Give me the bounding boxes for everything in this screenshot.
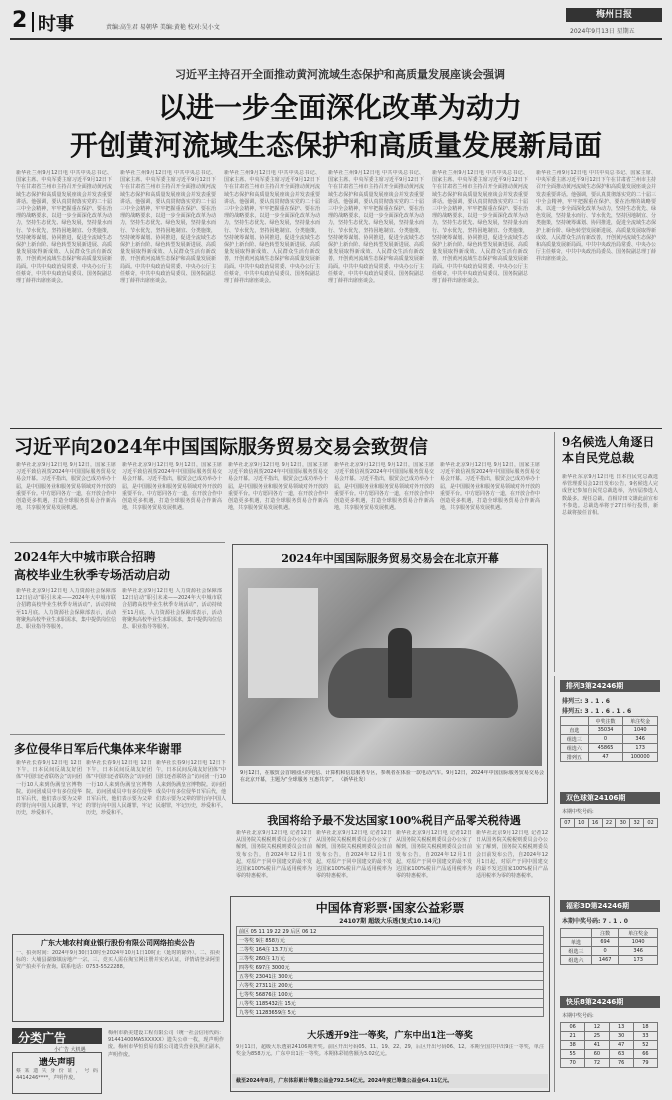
story6-headline: 我国将给予最不发达国家100%税目产品零关税待遇 [267,814,521,827]
p3-title: 排列3第24246期 [566,682,624,690]
p3-cell: 中奖注数 [588,717,623,726]
booth-panel [248,588,318,698]
editors-line: 责编:高生君 易朝华 美编:黄艳 校对:吴小文 [106,24,220,31]
classified-right: 梅州市新美建设工程有限公司（统一社会信用代码：91441400MA5XXXXX）遗失公章一枚，现声明作废。梅州市华恒贸易有限公司遗失营业执照正副本，声明作废。 [108,1030,224,1058]
expo-photo [238,568,542,766]
lottery-row: 八等奖 1185432注 15元 [237,999,544,1008]
photo-headline: 2024年中国国际服务贸易交易会在北京开幕 [281,552,499,565]
lottery-row: 三等奖 260注 1万元 [237,954,544,963]
lead-headline-2: 开创黄河流域生态保护和高质量发展新局面 [69,129,602,162]
kl8-number: 47 [609,1041,633,1050]
story2-body-col-1: 新华社北京9月12日电 9月12日，国家主席习近平致信祝贺2024年中国国际服务贸易交易会开幕。习近平指出，服贸会已成功举办十届，是中国服务业和服务贸易领域对外开放的重要平台。中方愿同各方一道，在开放合作中创造更多机遇，打造全球服务贸易合作新高地，共享服务贸易发展机遇。 [16,462,116,512]
fc3d-cell: 173 [619,956,658,965]
p3-cell: 0 [588,735,623,744]
section-title: 时事 [38,14,74,35]
kl8-number: 33 [633,1032,657,1041]
lead-headline-1: 以进一步全面深化改革为动力 [157,91,522,124]
lottery-rows [236,926,544,1017]
p3-cell: 单注奖金 [623,717,658,726]
kl8-number: 72 [585,1059,609,1068]
lottery-row: 九等奖 11283659注 5元 [237,1008,544,1017]
kl8-number: 12 [585,1023,609,1032]
kl8-line: 本期中奖号码: [562,1013,594,1019]
kl8-number: 63 [609,1050,633,1059]
p3-cell: 35034 [588,726,623,735]
paper-logo [566,8,662,22]
fc3d-cell: 组选三 [561,947,592,956]
story6-body-col-3: 新华社北京9月12日电 记者12日从国务院关税税则委员会办公室了解到，国务院关税税则委员会日前发布公告，自2024年12月1日起，对原产于同中国建交的最不发达国家100%税目产品适用税率为零的特惠税率。 [396,830,472,880]
masthead [10,4,662,38]
fc3d-header [560,900,660,912]
p3-cell: 组选三 [561,735,589,744]
kl8-header [560,996,660,1008]
p3-table [560,716,658,762]
kl8-number: 41 [585,1041,609,1050]
ssq-ball: 22 [602,819,616,828]
story5-headline: 多位侵华日军后代集体来华谢罪 [14,742,183,756]
lottery-row: 四等奖 697注 3000元 [237,963,544,972]
fc3d-cell: 注数 [591,929,618,938]
fc3d-title: 福彩3D第24246期 [566,902,630,910]
kl8-number: 79 [633,1059,657,1068]
kl8-number: 76 [609,1059,633,1068]
lost-notice-title: 遗失声明 [38,1058,75,1068]
fc3d-cell: 1467 [591,956,618,965]
lottery-row: 前区 05 11 19 22 29 后区 06 12 [237,927,544,936]
kl8-grid [560,1022,658,1068]
p3-cell: 47 [588,753,623,762]
fc3d-cell: 0 [591,947,618,956]
p3-line-2: 排列五: 3 . 1 . 6 . 1 . 6 [562,708,632,715]
issue-date: 2024年9月13日 星期五 [570,28,635,35]
ssq-title: 双色球第24106期 [566,794,626,802]
p3-line-1: 排列三: 3 . 1 . 6 [562,698,610,705]
kl8-number: 38 [561,1041,585,1050]
lead-kicker: 习近平主持召开全面推动黄河流域生态保护和高质量发展座谈会强调 [175,68,505,81]
ssq-ball: 30 [616,819,630,828]
photo-caption [240,770,544,800]
lottery-footer: 截至2024年8月，广东体彩累计筹集公益金792.54亿元。2024年度已筹集公益金64.11亿元。 [236,1078,453,1084]
auction-title: 广东大埔农村商业银行股份有限公司网络拍卖公告 [41,939,195,947]
paper-name: 梅州日报 [595,10,632,20]
photo-caption-text: 9月12日，在服贸会首钢园区的电信、计算机和信息服务专区，参观者在体验一款电动汽车。9月12日，2024年中国国际服务贸易交易会在北京开幕，主题为“全球服务 互惠共享”。 [240,770,544,784]
story5-body-col-2: 新华社长春9月12日电 12日下午，日本民间反战友好团体“中国归还者联络会”访问团一行10人来到伪满皇宫博物院。访问团成员中有多位侵华日军后代，他们表示要为父辈的罪行向中国人民谢罪，牢记历史，珍爱和平。 [86,760,152,817]
p3-cell: 1040 [623,726,658,735]
lottery-row: 六等奖 27311注 200元 [237,981,544,990]
lottery-footer-bar [232,1074,548,1088]
p3-cell: 346 [623,735,658,744]
lost-notice-body: 蔡某遗失身份证，号码4414246****，声明作废。 [16,1068,98,1082]
lottery-body: 9月11日，超级大乐透第24106期开奖。前区开出号码05、11、19、22、29，后区开出号码06、12。本期全国共中出9注一等奖，单注奖金为858万元。广东中出1注一等奖。本期体彩销售额为3.02亿元。 [236,1044,544,1058]
story2-body-col-2: 新华社北京9月12日电 9月12日，国家主席习近平致信祝贺2024年中国国际服务贸易交易会开幕。习近平指出，服贸会已成功举办十届，是中国服务业和服务贸易领域对外开放的重要平台。中方愿同各方一道，在开放合作中创造更多机遇，打造全球服务贸易合作新高地，共享服务贸易发展机遇。 [122,462,222,512]
ssq-header [560,792,660,804]
ssq-ball: 07 [561,819,575,828]
lottery-row: 七等奖 56876注 100元 [237,990,544,999]
ssq-ball: 10 [574,819,588,828]
kl8-number: 55 [561,1050,585,1059]
fc3d-cell: 694 [591,938,618,947]
story2-body-col-3: 新华社北京9月12日电 9月12日，国家主席习近平致信祝贺2024年中国国际服务贸易交易会开幕。习近平指出，服贸会已成功举办十届，是中国服务业和服务贸易领域对外开放的重要平台。中方愿同各方一道，在开放合作中创造更多机遇，打造全球服务贸易合作新高地，共享服务贸易发展机遇。 [228,462,328,512]
story6-body-col-2: 新华社北京9月12日电 记者12日从国务院关税税则委员会办公室了解到，国务院关税税则委员会日前发布公告，自2024年12月1日起，对原产于同中国建交的最不发达国家100%税目产品适用税率为零的特惠税率。 [316,830,392,880]
lottery-summary: 大乐透开9注一等奖，广东中出1注一等奖 [307,1031,473,1041]
p3-cell: 排列五 [561,753,589,762]
fc3d-cell: 单注奖金 [619,929,658,938]
story3-headline-text: 9名候选人角逐日本自民党总裁 [562,435,655,465]
fc3d-cell: 1040 [619,938,658,947]
lead-body-col-5: 新华社兰州9月12日电 中共中央总书记、国家主席、中央军委主席习近平9月12日下午在甘肃省兰州市主持召开全面推动黄河流域生态保护和高质量发展座谈会并发表重要讲话。他强调，要认真贯彻落实党的二十届三中全会精神，牢牢把握重在保护、要在治理的战略要求，以进一步全面深化改革为动力，坚持生态优先、绿色发展，坚持量水而行、节水优先，坚持因地制宜、分类施策，坚持统筹谋划、协同推进，促进全流域生态保护上新台阶、绿色转型发展新进展、高质量发展取得新成效、人民群众生活有新改善，开创黄河流域生态保护和高质量发展新局面。中共中央政治局常委、中央办公厅主任蔡奇，中共中央政治局委员、国务院副总理丁薛祥出席座谈会。 [432,170,528,285]
p3-cell: 45865 [588,744,623,753]
ssq-line: 本期中奖号码: [562,809,594,815]
story2-headline: 习近平向2024年中国国际服务贸易交易会致贺信 [14,436,428,458]
story6-body-col-1: 新华社北京9月12日电 记者12日从国务院关税税则委员会办公室了解到，国务院关税税则委员会日前发布公告，自2024年12月1日起，对原产于同中国建交的最不发达国家100%税目产品适用税率为零的特惠税率。 [236,830,312,880]
classified-title: 分类广告 [18,1031,67,1045]
classified-header [12,1028,102,1044]
page-number: 2 [12,8,28,33]
p3-cell: 173 [623,744,658,753]
ssq-numbers [560,818,658,828]
lottery-row: 二等奖 164注 13.7万元 [237,945,544,954]
fc3d-cell: 组选六 [561,956,592,965]
lottery-row: 一等奖 9注 858万元 [237,936,544,945]
kl8-number: 21 [561,1032,585,1041]
story2-body-col-5: 新华社北京9月12日电 9月12日，国家主席习近平致信祝贺2024年中国国际服务贸易交易会开幕。习近平指出，服贸会已成功举办十届，是中国服务业和服务贸易领域对外开放的重要平台。中方愿同各方一道，在开放合作中创造更多机遇，打造全球服务贸易合作新高地，共享服务贸易发展机遇。 [440,462,540,512]
story6-body-col-4: 新华社北京9月12日电 记者12日从国务院关税税则委员会办公室了解到，国务院关税税则委员会日前发布公告，自2024年12月1日起，对原产于同中国建交的最不发达国家100%税目产品适用税率为零的特惠税率。 [476,830,548,880]
car-shape [328,648,518,718]
p3-header [560,680,660,692]
story4-headline-1: 2024年大中城市联合招聘 [14,550,156,564]
lottery-title: 中国体育彩票·国家公益彩票 [315,901,465,915]
kl8-number: 13 [609,1023,633,1032]
lead-body-col-4: 新华社兰州9月12日电 中共中央总书记、国家主席、中央军委主席习近平9月12日下午在甘肃省兰州市主持召开全面推动黄河流域生态保护和高质量发展座谈会并发表重要讲话。他强调，要认真贯彻落实党的二十届三中全会精神，牢牢把握重在保护、要在治理的战略要求，以进一步全面深化改革为动力，坚持生态优先、绿色发展，坚持量水而行、节水优先，坚持因地制宜、分类施策，坚持统筹谋划、协同推进，促进全流域生态保护上新台阶、绿色转型发展新进展、高质量发展取得新成效、人民群众生活有新改善，开创黄河流域生态保护和高质量发展新局面。中共中央政治局常委、中央办公厅主任蔡奇，中共中央政治局委员、国务院副总理丁薛祥出席座谈会。 [328,170,424,285]
fc3d-cell: 346 [619,947,658,956]
ssq-ball: 16 [588,819,602,828]
kl8-number: 66 [633,1050,657,1059]
story4-body-col-2: 新华社北京9月12日电 人力资源社会保障部12日启动“职引未来——2024年大中城市联合招聘高校毕业生秋季专场活动”，活动持续至11月底。人力资源社会保障部表示，活动将聚焦高校毕业生求职需求，集中提供岗位信息、职业指导等服务。 [122,588,222,631]
lead-body-col-2: 新华社兰州9月12日电 中共中央总书记、国家主席、中央军委主席习近平9月12日下午在甘肃省兰州市主持召开全面推动黄河流域生态保护和高质量发展座谈会并发表重要讲话。他强调，要认真贯彻落实党的二十届三中全会精神，牢牢把握重在保护、要在治理的战略要求，以进一步全面深化改革为动力，坚持生态优先、绿色发展，坚持量水而行、节水优先，坚持因地制宜、分类施策，坚持统筹谋划、协同推进，促进全流域生态保护上新台阶、绿色转型发展新进展、高质量发展取得新成效、人民群众生活有新改善，开创黄河流域生态保护和高质量发展新局面。中共中央政治局常委、中央办公厅主任蔡奇，中共中央政治局委员、国务院副总理丁薛祥出席座谈会。 [120,170,216,285]
kl8-title: 快乐8第24246期 [566,998,624,1006]
lottery-issue-line: 24107期 超级大乐透(复式10.14元) [339,918,441,925]
story2-body-col-4: 新华社北京9月12日电 9月12日，国家主席习近平致信祝贺2024年中国国际服务贸易交易会开幕。习近平指出，服贸会已成功举办十届，是中国服务业和服务贸易领域对外开放的重要平台。中方愿同各方一道，在开放合作中创造更多机遇，打造全球服务贸易合作新高地，共享服务贸易发展机遇。 [334,462,434,512]
kl8-number: 30 [609,1032,633,1041]
lead-body-col-1: 新华社兰州9月12日电 中共中央总书记、国家主席、中央军委主席习近平9月12日下午在甘肃省兰州市主持召开全面推动黄河流域生态保护和高质量发展座谈会并发表重要讲话。他强调，要认真贯彻落实党的二十届三中全会精神，牢牢把握重在保护、要在治理的战略要求，以进一步全面深化改革为动力，坚持生态优先、绿色发展，坚持量水而行、节水优先，坚持因地制宜、分类施策，坚持统筹谋划、协同推进，促进全流域生态保护上新台阶、绿色转型发展新进展、高质量发展取得新成效、人民群众生活有新改善，开创黄河流域生态保护和高质量发展新局面。中共中央政治局常委、中央办公厅主任蔡奇，中共中央政治局委员、国务院副总理丁薛祥出席座谈会。 [16,170,112,285]
kl8-number: 06 [561,1023,585,1032]
fc3d-line: 本期中奖号码: 7 . 1 . 0 [562,918,628,925]
ssq-ball: 32 [630,819,644,828]
story4-body-col-1: 新华社北京9月12日电 人力资源社会保障部12日启动“职引未来——2024年大中城市联合招聘高校毕业生秋季专场活动”，活动持续至11月底。人力资源社会保障部表示，活动将聚焦高校毕业生求职需求，集中提供岗位信息、职业指导等服务。 [16,588,116,631]
kl8-number: 60 [585,1050,609,1059]
story3-body: 新华社东京9月12日电 日本自民党总裁选举管理委员会12日发布公告，9名候选人完成登记参加自民党总裁选举，为历届参选人数最多。现任总裁、首相岸田文雄此前宣布不参选。总裁选举将于27日举行投票，新总裁将接任首相。 [562,474,658,517]
p3-cell: 组选六 [561,744,589,753]
p3-cell: 100000 [623,753,658,762]
kl8-number: 70 [561,1059,585,1068]
kl8-number: 18 [633,1023,657,1032]
story5-body-col-3: 新华社长春9月12日电 12日下午，日本民间反战友好团体“中国归还者联络会”访问团一行10人来到伪满皇宫博物院。访问团成员中有多位侵华日军后代，他们表示要为父辈的罪行向中国人民谢罪，牢记历史，珍爱和平。 [156,760,226,810]
p3-cell: 直选 [561,726,589,735]
story5-body-col-1: 新华社长春9月12日电 12日下午，日本民间反战友好团体“中国归还者联络会”访问团一行10人来到伪满皇宫博物院。访问团成员中有多位侵华日军后代，他们表示要为父辈的罪行向中国人民谢罪，牢记历史，珍爱和平。 [16,760,82,817]
photo-credit: （新华社发） [338,777,369,784]
fc3d-cell: 单选 [561,938,592,947]
fc3d-cell [561,929,592,938]
kl8-number: 25 [585,1032,609,1041]
classified-sub: 小广告 大机遇 [54,1047,86,1053]
visitor-figure [388,628,412,698]
ssq-ball-blue: 02 [644,819,658,828]
lottery-row: 五等奖 23041注 300元 [237,972,544,981]
kl8-number: 52 [633,1041,657,1050]
story4-headline-2: 高校毕业生秋季专场活动启动 [14,568,171,582]
fc3d-table [560,928,658,965]
story3-headline [562,434,662,466]
lead-body-col-6: 新华社兰州9月12日电 中共中央总书记、国家主席、中央军委主席习近平9月12日下午在甘肃省兰州市主持召开全面推动黄河流域生态保护和高质量发展座谈会并发表重要讲话。他强调，要认真贯彻落实党的二十届三中全会精神，牢牢把握重在保护、要在治理的战略要求，以进一步全面深化改革为动力，坚持生态优先、绿色发展，坚持量水而行、节水优先，坚持因地制宜、分类施策，坚持统筹谋划、协同推进，促进全流域生态保护上新台阶、绿色转型发展新进展、高质量发展取得新成效、人民群众生活有新改善，开创黄河流域生态保护和高质量发展新局面。中共中央政治局常委、中央办公厅主任蔡奇，中共中央政治局委员、国务院副总理丁薛祥出席座谈会。 [536,170,656,263]
auction-body: 一、拍卖时间：2024年9月30日10时至2024年10月1日10时止（延时的除外）。二、拍卖标的：大埔县湖寮镇房地产一宗。三、竞买人需在淘宝网注册并实名认证，详情请登录阿里资产拍卖平台查询。联系电话：0753-5522288。 [16,950,220,971]
lead-body-col-3: 新华社兰州9月12日电 中共中央总书记、国家主席、中央军委主席习近平9月12日下午在甘肃省兰州市主持召开全面推动黄河流域生态保护和高质量发展座谈会并发表重要讲话。他强调，要认真贯彻落实党的二十届三中全会精神，牢牢把握重在保护、要在治理的战略要求，以进一步全面深化改革为动力，坚持生态优先、绿色发展，坚持量水而行、节水优先，坚持因地制宜、分类施策，坚持统筹谋划、协同推进，促进全流域生态保护上新台阶、绿色转型发展新进展、高质量发展取得新成效、人民群众生活有新改善，开创黄河流域生态保护和高质量发展新局面。中共中央政治局常委、中央办公厅主任蔡奇，中共中央政治局委员、国务院副总理丁薛祥出席座谈会。 [224,170,320,285]
p3-cell [561,717,589,726]
